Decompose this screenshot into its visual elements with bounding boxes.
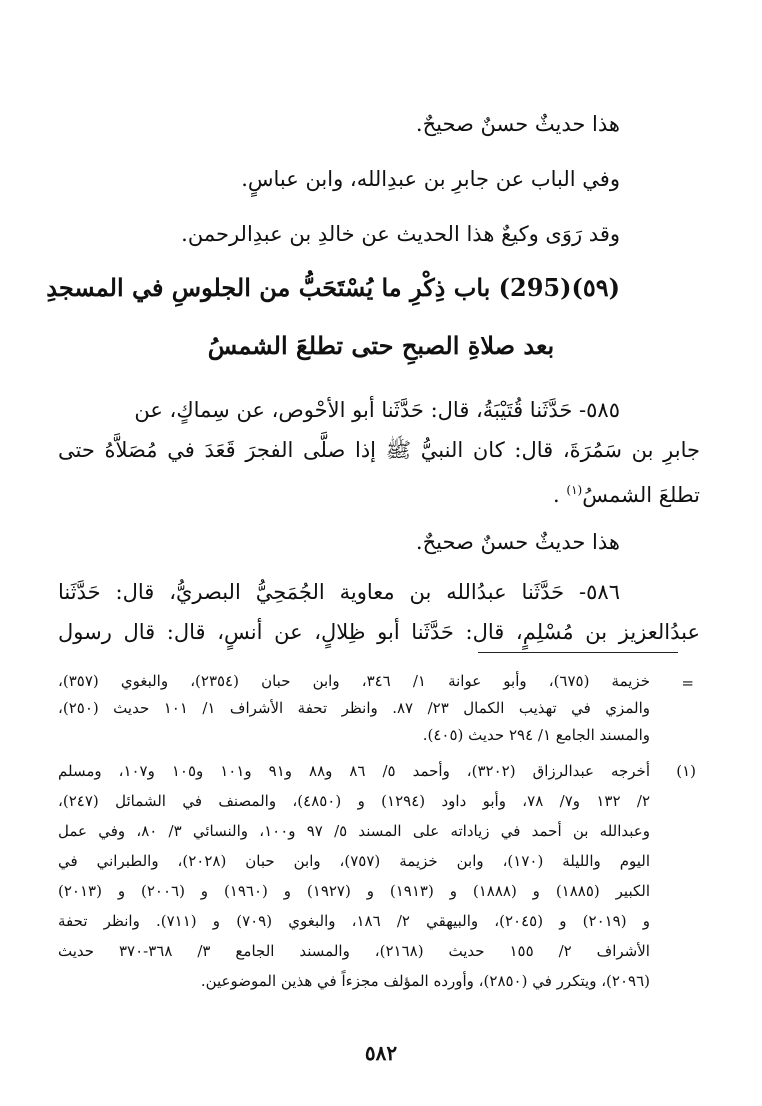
chapter-heading-line-1: (٥٩)(295) باب ذِكْرِ ما يُسْتَحَبُّ من الجلوسِ في المسجدِ xyxy=(46,273,620,302)
footnote-continuation-line-1: خزيمة (٦٧٥)، وأبو عوانة ١/ ٣٤٦، وابن حبان (٢٣٥٤)، والبغوي (٣٥٧)، xyxy=(58,672,650,690)
chapter-heading-line-2: بعد صلاةِ الصبحِ حتى تطلعَ الشمسُ xyxy=(207,331,555,360)
footnote-1-marker: (١) xyxy=(676,762,696,780)
body-line-hadith-grading-2: هذا حديثٌ حسنٌ صحيحٌ. xyxy=(415,530,620,554)
footnote-1-line-1: أخرجه عبدالرزاق (٣٢٠٢)، وأحمد ٥/ ٨٦ و٨٨ و٩١ و١٠١ و١٠٥ و١٠٧، ومسلم xyxy=(58,762,650,780)
footnote-1-line-2: ٢/ ١٣٢ و٧/ ٧٨، وأبو داود (١٢٩٤) و (٤٨٥٠)، والمصنف في الشمائل (٢٤٧)، xyxy=(58,792,651,810)
footnote-continuation-marker: = xyxy=(681,674,694,692)
footnote-1-line-8: (٢٠٩٦)، ويتكرر في (٢٨٥٠)، وأورده المؤلف مجزءاً في هذين الموضوعين. xyxy=(200,972,650,990)
hadith-585-line-1: ٥٨٥- حَدَّثَنا قُتَيْبَةُ، قال: حَدَّثَنا أبو الأحْوص، عن سِماكٍ، عن xyxy=(134,398,620,422)
hadith-585-period: . xyxy=(553,483,567,507)
footnote-1-line-5: الكبير (١٨٨٥) و (١٨٨٨) و (١٩١٣) و (١٩٢٧) و (١٩٦٠) و (٢٠٠٦) و (٢٠١٣) xyxy=(58,882,651,900)
footnote-continuation-line-3: والمسند الجامع ١/ ٢٩٤ حديث (٤٠٥). xyxy=(422,726,650,744)
footnote-1-line-7: الأشراف ٢/ ١٥٥ حديث (٢١٦٨)، والمسند الجامع ٣/ ٣٦٨-٣٧٠ حديث xyxy=(58,942,650,960)
hadith-585-line-3 xyxy=(553,476,700,509)
body-line-waki-narration: وقد رَوَى وكيعٌ هذا الحديث عن خالدِ بن عبدِالرحمن. xyxy=(181,222,620,246)
footnote-continuation-line-2: والمزي في تهذيب الكمال ٢٣/ ٨٧. وانظر تحفة الأشراف ١/ ١٠١ حديث (٢٥٠)، xyxy=(58,699,650,717)
footnote-separator xyxy=(478,652,678,653)
footnote-1-line-3: وعبدالله بن أحمد في زياداته على المسند ٥/ ٩٧ و١٠٠، والنسائي ٣/ ٨٠، وفي عمل xyxy=(58,822,650,840)
page-number: ٥٨٢ xyxy=(364,1041,398,1065)
footnote-1-line-4: اليوم والليلة (١٧٠)، وابن خزيمة (٧٥٧)، وابن حبان (٢٠٢٨)، والطبراني في xyxy=(58,852,650,870)
footnote-1-line-6: و (٢٠١٩) و (٢٠٤٥)، والبيهقي ٢/ ١٨٦، والبغوي (٧٠٩) و (٧١١). وانظر تحفة xyxy=(58,912,651,930)
hadith-585-line-2: جابرِ بن سَمُرَةَ، قال: كان النبيُّ ﷺ إذا صلَّى الفجرَ قَعَدَ في مُصَلاَّهُ حتى xyxy=(58,438,700,462)
hadith-586-line-1: ٥٨٦- حَدَّثَنا عبدُالله بن معاوية الجُمَحِيُّ البصريُّ، قال: حَدَّثَنا xyxy=(58,580,620,604)
hadith-586-line-2: عبدُالعزيز بن مُسْلِمٍ، قال: حَدَّثَنا أبو ظِلالٍ، عن أنسٍ، قال: قال رسول xyxy=(58,620,700,644)
body-line-hadith-grading: هذا حديثٌ حسنٌ صحيحٌ. xyxy=(415,112,620,136)
hadith-585-text-end: تطلعَ الشمسُ xyxy=(582,483,700,507)
body-line-in-the-chapter: وفي الباب عن جابرِ بن عبدِالله، وابن عباسٍ. xyxy=(241,167,620,191)
footnote-ref-1: (١) xyxy=(566,483,583,497)
